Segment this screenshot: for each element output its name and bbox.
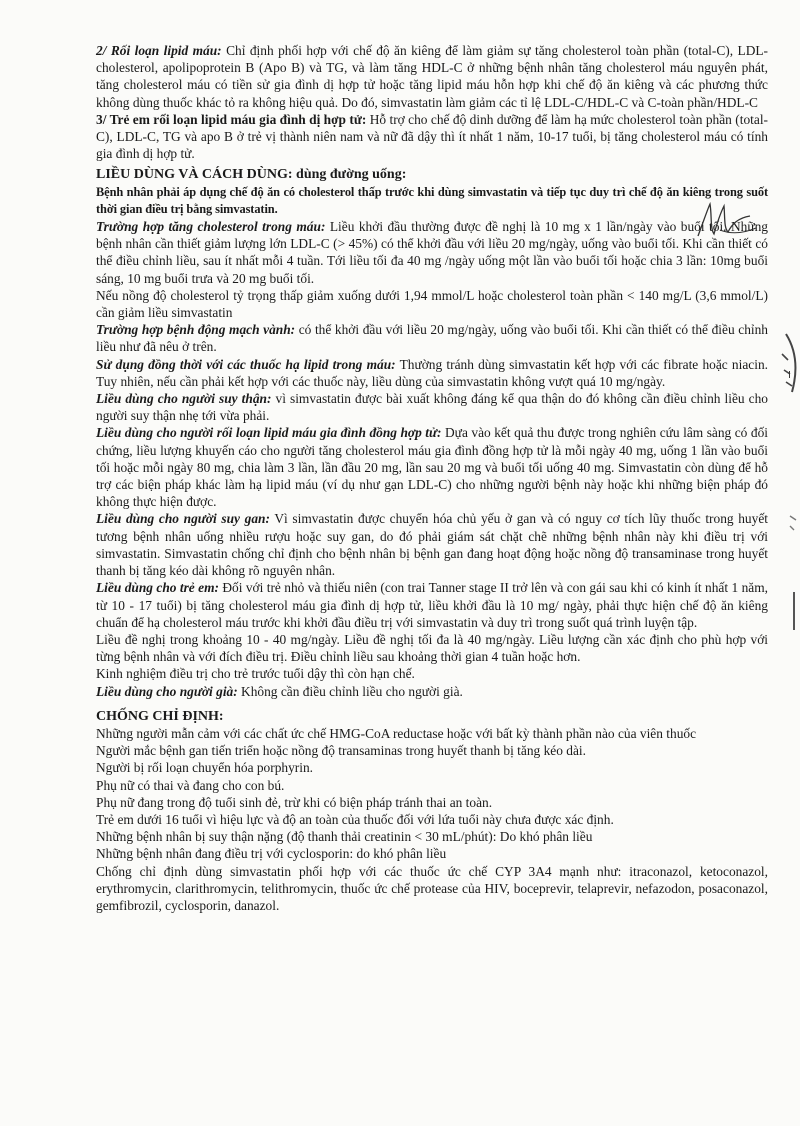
signature-icon [690, 200, 760, 244]
dosage-heading [96, 166, 768, 183]
contra-item: Trẻ em dưới 16 tuổi vì hiệu lực và độ an toàn của thuốc đối với lứa tuổi này chưa được xác định. [96, 811, 614, 827]
indication-2 [96, 42, 768, 111]
renal-title: Liều dùng cho người suy thận: [96, 391, 272, 407]
combo-title: Sử dụng đồng thời với các thuốc hạ lipid trong máu: [96, 356, 396, 372]
dosage-child-experience: Kinh nghiệm điều trị cho trẻ trước tuổi dậy thì còn hạn chế. [96, 666, 415, 682]
child-title: Liều dùng cho trẻ em: [96, 580, 219, 596]
high-chol-title: Trường hợp tăng cholesterol trong máu: [96, 219, 326, 235]
indication-2-title: 2/ Rối loạn lipid máu: [96, 43, 222, 58]
contra-item: Phụ nữ đang trong độ tuổi sinh đẻ, trừ khi có biện pháp tránh thai an toàn. [96, 794, 493, 810]
contra-item: Người bị rối loạn chuyển hóa porphyrin. [96, 760, 314, 776]
contra-item: Những người mẫn cảm với các chất ức chế HMG-CoA reductase hoặc với bất kỳ thành phần nào của viên thuốc [96, 725, 697, 741]
indication-3-title: 3/ Trẻ em rối loạn lipid máu gia đình dị hợp tử: [96, 111, 367, 127]
dosage-heading-rest: dùng đường uống: [292, 167, 407, 183]
seal-edge-icon [766, 330, 800, 650]
dosage-heading-title: LIỀU DÙNG VÀ CÁCH DÙNG: [96, 167, 293, 183]
contra-item: Phụ nữ có thai và đang cho con bú. [96, 777, 285, 793]
dosage-child-range: Liều đề nghị trong khoảng 10 - 40 mg/ngày. Liều đề nghị tối đa là 40 mg/ngày. Liều lượng cần xác định cho phù hợp với từng bệnh nhân và với đích điều trị. Điều chỉnh liều sau khoảng thời gian 4 tuần hoặc hơn. [96, 631, 768, 665]
coronary-body: có thể khởi đầu với liều 20 mg/ngày, uống vào buổi tối. Khi cần thiết có thể điều chỉnh liều như đã nêu ở trên. [96, 322, 768, 355]
contra-item: Người mắc bệnh gan tiến triển hoặc nồng độ transaminas trong huyết thanh bị tăng kéo dài. [96, 743, 586, 759]
familial-body: Dựa vào kết quả thu được trong nghiên cứu lâm sàng có đối chứng, liều lượng khuyến cáo cho người tăng cholesterol máu gia đình đồng hợp tử là mỗi ngày 40 mg, uống 1 lần vào buổi tối hoặc mỗi ngày 80 mg, chia làm 3 lần, lần đầu 20 mg, lần sau 20 mg và buổi tối uống 40 mg. Simvastatin còn dùng để hỗ trợ các biện pháp khác làm hạ lipid máu (ví dụ như gạn LDL-C) cho những người bệnh này hoặc khi những biện pháp đó không thực hiện được. [96, 425, 768, 510]
child-body: Đối với trẻ nhỏ và thiếu niên (con trai Tanner stage II trở lên và con gái sau khi có kinh ít nhất 1 năm, từ 10 - 17 tuổi) bị tăng cholesterol máu gia đình dị hợp tử, liều khởi đầu là 10 mg/ ngày, phải thực hiện chế độ ăn kiêng chuẩn để hạ cholesterol máu trước khi khởi đầu điều trị với simvastatin và duy trì trong suốt quá trình luyện tập. [96, 580, 768, 630]
dosage-familial [96, 424, 768, 510]
renal-body: vì simvastatin được bài xuất không đáng kể qua thận do đó không cần điều chỉnh liều cho người suy thận nhẹ tới vừa phải. [96, 391, 769, 424]
high-chol-body: Liều khởi đầu thường được đề nghị là 10 mg x 1 lần/ngày vào buổi tối. Những bệnh nhân cần thiết giảm lượng lớn LDL-C (> 45%) có thể khởi đầu với liều 20 mg/ngày, uống vào buổi tối. Khi cần thiết có thể điều chỉnh liều, sau ít nhất mỗi 4 tuần. Tới liều tối đa 40 mg /ngày uống một lần vào buổi tối hoặc chia 3 lần: 10mg buổi sáng, 10 mg buổi trưa và 20 mg buổi tối. [96, 219, 768, 286]
document-body [96, 42, 768, 914]
hepatic-body: Vì simvastatin được chuyển hóa chủ yếu ở gan và có nguy cơ tích lũy thuốc trong huyết tương bệnh nhân uống nhiều rượu hoặc suy gan, do đó phải giám sát chặt chẽ những bệnh nhân này khi điều trị với simvastatin. Simvastatin chống chỉ định cho bệnh nhân bị bệnh gan đang hoạt động hoặc nồng độ transaminase trong huyết thanh bị tăng kéo dài không rõ nguyên nhân. [96, 511, 768, 579]
dosage-hepatic [96, 510, 768, 579]
contra-item: Những bệnh nhân bị suy thận nặng (độ thanh thải creatinin < 30 mL/phút): Do khó phân liều [96, 829, 593, 845]
elderly-body: Không cần điều chỉnh liều cho người già. [237, 683, 463, 699]
dosage-renal [96, 390, 768, 424]
coronary-title: Trường hợp bệnh động mạch vành: [96, 322, 296, 338]
dosage-child [96, 579, 768, 631]
combo-body: Thường tránh dùng simvastatin kết hợp với các fibrate hoặc niacin. Tuy nhiên, nếu cần phải kết hợp với các thuốc này, liều dùng của simvastatin không vượt quá 10 mg/ngày. [96, 356, 768, 389]
contra-item: Chống chỉ định dùng simvastatin phối hợp với các thuốc ức chế CYP 3A4 mạnh như: itraconazol, ketoconazol, erythromycin, clarithromycin, telithromycin, thuốc ức chế protease của HIV, boceprevir, telaprevir, nefazodon, posaconazol, gemfibrozil, cyclosporin, danazol. [96, 863, 768, 913]
contra-item: Những bệnh nhân đang điều trị với cyclosporin: do khó phân liều [96, 846, 447, 862]
dosage-high-chol [96, 218, 768, 287]
dosage-intro: Bệnh nhân phải áp dụng chế độ ăn có cholesterol thấp trước khi dùng simvastatin và tiếp tục duy trì chế độ ăn kiêng trong suốt thời gian điều trị bằng simvastatin. [96, 184, 768, 216]
indication-3-body: Hỗ trợ cho chế độ dinh dưỡng để làm hạ mức cholesterol toàn phần (total-C), LDL-C, TG và apo B ở trẻ vị thành niên nam và nữ đã dậy thì ít nhất 1 năm, 10-17 tuổi, bị tăng cholesterol máu có tính gia đình dị hợp tử. [96, 111, 768, 162]
indication-2-body: Chỉ định phối hợp với chế độ ăn kiêng để làm giảm sự tăng cholesterol toàn phần (total-C), LDL-cholesterol, apolipoprotein B (Apo B) và TG, và làm tăng HDL-C ở những bệnh nhân tăng cholesterol máu nguyên phát, tăng cholesterol máu có tiền sử gia đình dị hợp tử hoặc tăng lipid máu hỗn hợp khi chế độ ăn kiêng và các phương thức không dùng thuốc khác tỏ ra không hiệu quả. Do đó, simvastatin làm giảm các tỉ lệ LDL-C/HDL-C và C-toàn phần/HDL-C [96, 43, 769, 110]
elderly-title: Liều dùng cho người già: [96, 683, 238, 699]
contra-heading: CHỐNG CHỈ ĐỊNH: [96, 708, 224, 724]
hepatic-title: Liều dùng cho người suy gan: [96, 511, 270, 527]
dosage-coronary [96, 321, 768, 355]
dosage-combo [96, 356, 768, 390]
dosage-reduce-note: Nếu nồng độ cholesterol tỷ trọng thấp giảm xuống dưới 1,94 mmol/L hoặc cholesterol toàn phần < 140 mg/L (3,6 mmol/L) cần giảm liều simvastatin [96, 287, 768, 321]
indication-3 [96, 111, 768, 163]
familial-title: Liều dùng cho người rối loạn lipid máu gia đình đồng hợp tử: [96, 425, 442, 441]
svg-text:I: I [788, 370, 791, 381]
dosage-elderly [96, 683, 768, 700]
